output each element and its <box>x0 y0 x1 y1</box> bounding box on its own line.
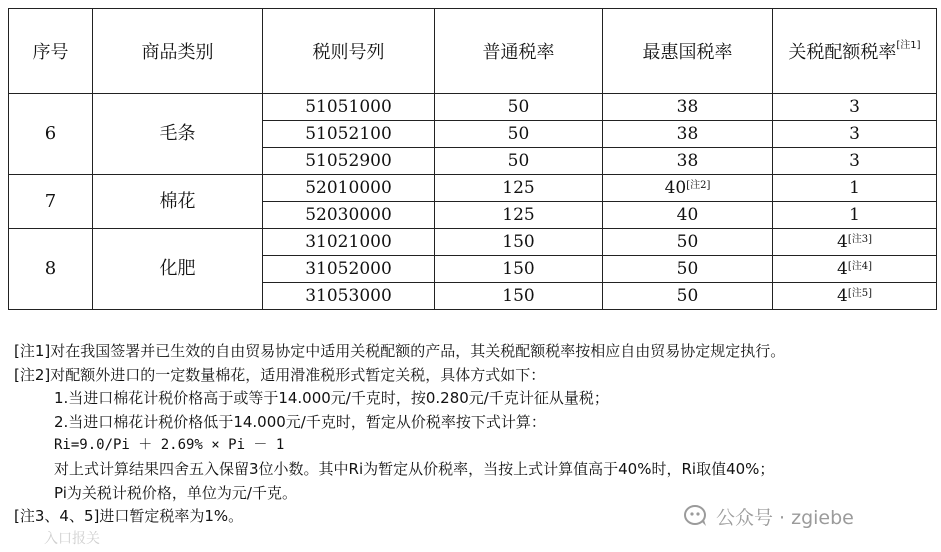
cell-general: 50 <box>435 94 603 121</box>
header-serial-no: 序号 <box>9 9 93 94</box>
cell-code: 51051000 <box>263 94 435 121</box>
cell-quota <box>773 283 937 310</box>
watermark-text: 公众号 · zgiebe <box>716 506 854 529</box>
note-2: [注2]对配额外进口的一定数量棉花，适用滑准税形式暂定关税，具体方式如下： <box>14 365 546 384</box>
cell-general: 125 <box>435 175 603 202</box>
note-1: [注1]对在我国签署并已生效的自由贸易协定中适用关税配额的产品，其关税配额税率按相应自由贸易协定规定执行。 <box>14 342 786 360</box>
header-quota-note: [注1] <box>896 40 921 51</box>
cell-quota-value: 4 <box>837 259 848 279</box>
cell-general: 150 <box>435 229 603 256</box>
cell-code: 51052100 <box>263 121 435 148</box>
cell-mfn <box>603 229 773 256</box>
cell-code: 52010000 <box>263 175 435 202</box>
header-quota-rate <box>773 9 937 94</box>
group-no: 7 <box>9 175 93 229</box>
cell-mfn-value: 50 <box>676 259 699 279</box>
cell-quota <box>773 229 937 256</box>
table-header-row <box>9 9 937 94</box>
table-row <box>9 175 937 202</box>
cell-quota <box>773 202 937 229</box>
group-category: 毛条 <box>93 94 263 175</box>
cell-code: 31052000 <box>263 256 435 283</box>
group-no: 8 <box>9 229 93 310</box>
faded-watermark: 入口报关 <box>44 531 100 547</box>
header-tariff-code: 税则号列 <box>263 9 435 94</box>
cell-quota-value: 4 <box>837 232 848 252</box>
cell-quota-value: 3 <box>849 97 860 117</box>
cell-quota-value: 3 <box>849 124 860 144</box>
group-no: 6 <box>9 94 93 175</box>
cell-mfn-value: 38 <box>676 151 699 171</box>
header-mfn-rate: 最惠国税率 <box>603 9 773 94</box>
cell-quota <box>773 94 937 121</box>
table-row <box>9 229 937 256</box>
cell-code: 31053000 <box>263 283 435 310</box>
cell-quota-value: 3 <box>849 151 860 171</box>
watermark <box>684 502 854 530</box>
table-row <box>9 94 937 121</box>
header-quota-rate-label: 关税配额税率 <box>788 42 897 63</box>
formula: Ri=9.0/Pi ＋ 2.69% × Pi － 1 <box>54 437 285 454</box>
cell-general: 150 <box>435 256 603 283</box>
cell-quota-note: [注3] <box>847 234 872 245</box>
cell-code: 51052900 <box>263 148 435 175</box>
cell-quota <box>773 148 937 175</box>
formula-explain-2: Pi为关税计税价格，单位为元/千克。 <box>54 483 297 502</box>
cell-general: 125 <box>435 202 603 229</box>
cell-quota-value: 1 <box>849 178 860 198</box>
formula-explain-1: 对上式计算结果四舍五入保留3位小数。其中Ri为暂定从价税率，当按上式计算值高于40%时，Ri取值40%； <box>54 459 775 478</box>
cell-mfn <box>603 256 773 283</box>
wechat-official-account-icon <box>684 504 710 528</box>
cell-code: 52030000 <box>263 202 435 229</box>
cell-quota <box>773 175 937 202</box>
note-3-4-5: [注3、4、5]进口暂定税率为1%。 <box>14 507 244 526</box>
cell-general: 150 <box>435 283 603 310</box>
cell-mfn-value: 50 <box>676 286 699 306</box>
cell-quota-value: 1 <box>849 205 860 225</box>
cell-mfn <box>603 283 773 310</box>
group-category: 化肥 <box>93 229 263 310</box>
cell-quota-value: 4 <box>837 286 848 306</box>
cell-general: 50 <box>435 148 603 175</box>
group-category: 棉花 <box>93 175 263 229</box>
cell-quota <box>773 256 937 283</box>
cell-quota <box>773 121 937 148</box>
cell-mfn-value: 40 <box>676 205 699 225</box>
cell-code: 31021000 <box>263 229 435 256</box>
cell-mfn-note: [注2] <box>686 180 711 191</box>
footnotes <box>14 340 934 529</box>
cell-mfn <box>603 94 773 121</box>
cell-mfn <box>603 148 773 175</box>
note-2-item-1: 1.当进口棉花计税价格高于或等于14.000元/千克时，按0.280元/千克计征从量税； <box>54 389 609 408</box>
tariff-quota-table <box>8 8 937 310</box>
header-general-rate: 普通税率 <box>435 9 603 94</box>
header-category: 商品类别 <box>93 9 263 94</box>
cell-quota-note: [注5] <box>847 288 872 299</box>
cell-general: 50 <box>435 121 603 148</box>
cell-mfn-value: 50 <box>676 232 699 252</box>
cell-mfn <box>603 202 773 229</box>
cell-mfn-value: 38 <box>676 124 699 144</box>
cell-mfn-value: 38 <box>676 97 699 117</box>
cell-mfn-value: 40 <box>664 178 687 198</box>
cell-quota-note: [注4] <box>847 261 872 272</box>
cell-mfn <box>603 121 773 148</box>
cell-mfn <box>603 175 773 202</box>
note-2-item-2: 2.当进口棉花计税价格低于14.000元/千克时，暂定从价税率按下式计算： <box>54 412 546 431</box>
